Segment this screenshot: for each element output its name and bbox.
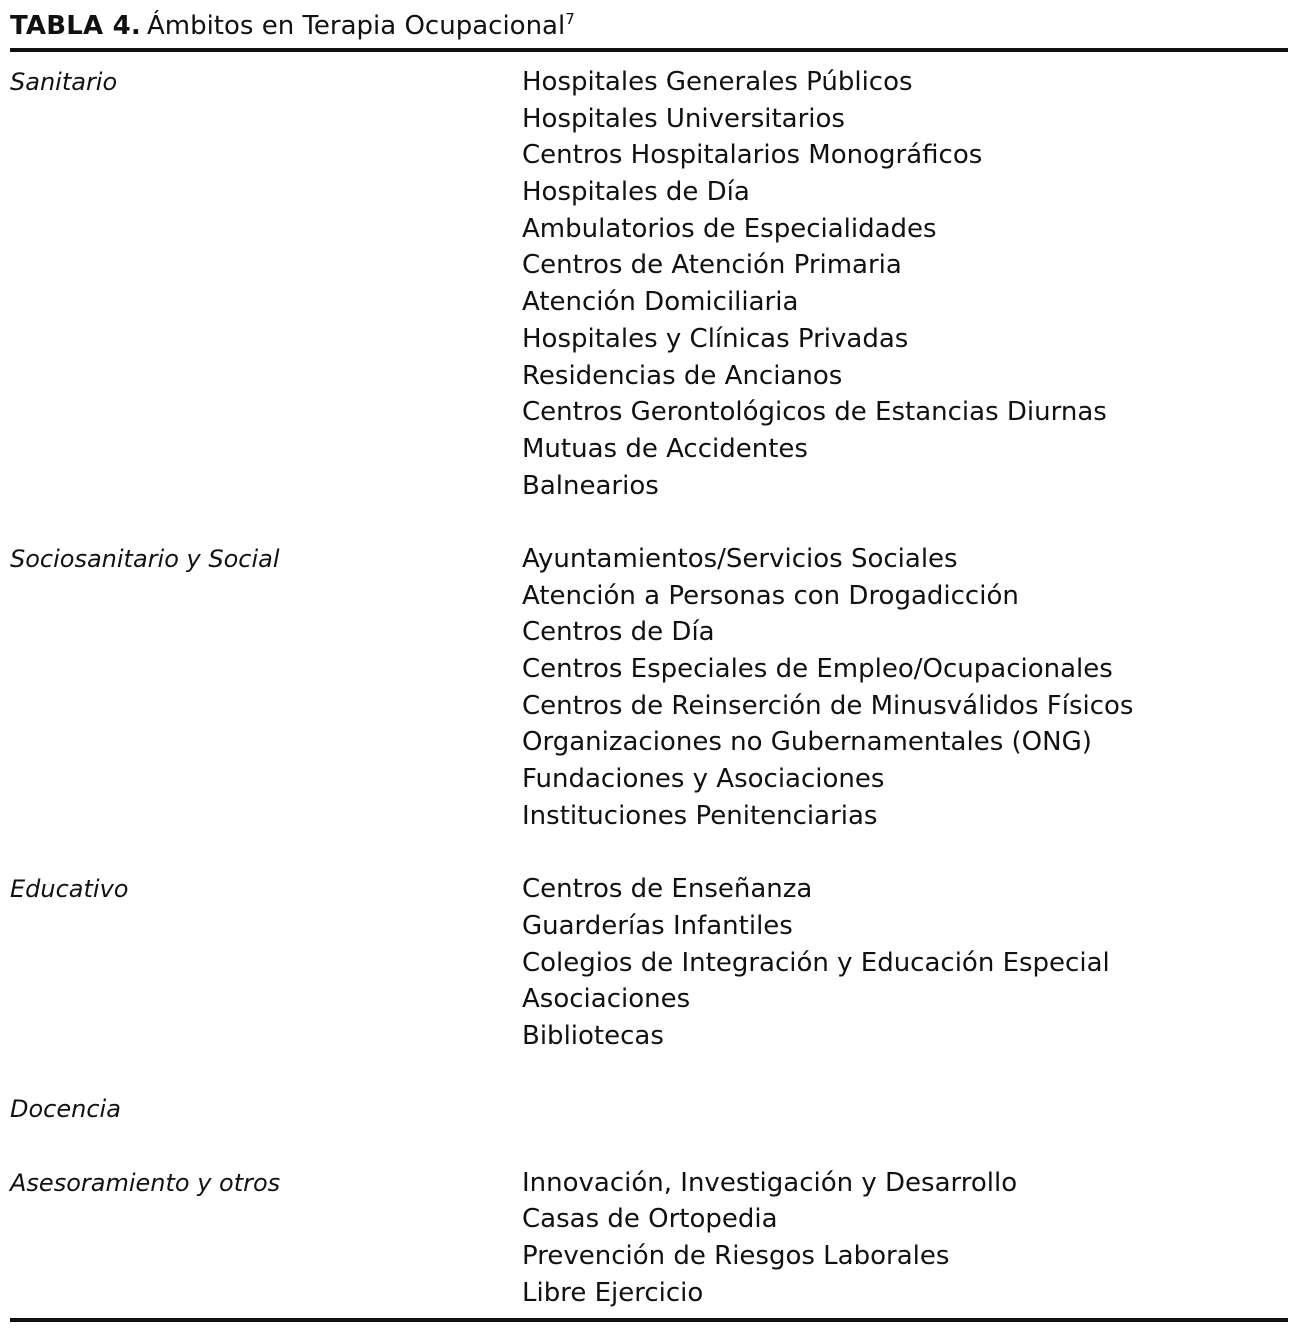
items-cell xyxy=(522,541,1288,835)
row-spacer xyxy=(10,1055,1288,1092)
table-row xyxy=(10,871,1288,1054)
list-item: Mutuas de Accidentes xyxy=(522,433,808,464)
list-item: Prevención de Riesgos Laborales xyxy=(522,1241,950,1271)
list-item: Atención a Personas con Drogadicción xyxy=(522,580,1019,611)
items-cell xyxy=(522,871,1288,1054)
list-item: Asociaciones xyxy=(522,984,691,1015)
list-item: Organizaciones no Gubernamentales (ONG) xyxy=(522,727,1092,758)
list-item: Hospitales Universitarios xyxy=(522,103,845,134)
list-item: Instituciones Penitenciarias xyxy=(522,800,878,831)
list-item: Colegios de Integración y Educación Especial xyxy=(522,947,1110,978)
list-item: Atención Domiciliaria xyxy=(522,287,799,318)
list-item: Centros de Atención Primaria xyxy=(522,250,902,281)
table-row xyxy=(10,1165,1288,1312)
table-label: TABLA 4. xyxy=(10,11,141,41)
list-item: Ayuntamientos/Servicios Sociales xyxy=(522,543,958,574)
list-item: Centros Especiales de Empleo/Ocupacionales xyxy=(522,654,1113,684)
items-cell xyxy=(522,1091,1288,1128)
row-spacer xyxy=(10,504,1288,541)
list-item: Fundaciones y Asociaciones xyxy=(522,764,885,795)
category-cell: Docencia xyxy=(10,1095,121,1124)
items-cell xyxy=(522,64,1288,504)
category-cell: Educativo xyxy=(10,875,129,904)
category-cell: Asesoramiento y otros xyxy=(10,1168,281,1197)
bottom-rule xyxy=(10,1318,1288,1322)
table-page xyxy=(10,0,1288,1331)
table-row xyxy=(10,1091,1288,1128)
list-item: Centros de Día xyxy=(522,617,715,648)
table-body xyxy=(10,64,1288,1311)
list-item: Centros Gerontológicos de Estancias Diurnas xyxy=(522,397,1107,428)
table-row xyxy=(10,541,1288,835)
list-item: Bibliotecas xyxy=(522,1020,664,1051)
row-spacer xyxy=(10,1128,1288,1165)
list-item: Guarderías Infantiles xyxy=(522,910,793,941)
list-item: Balnearios xyxy=(522,470,659,501)
items-cell xyxy=(522,1165,1288,1312)
category-cell: Sanitario xyxy=(10,68,118,96)
list-item: Residencias de Ancianos xyxy=(522,360,843,391)
footnote-reference: 7 xyxy=(565,10,575,28)
top-rule xyxy=(10,48,1288,52)
list-item: Hospitales Generales Públicos xyxy=(522,67,913,97)
list-item: Centros Hospitalarios Monográficos xyxy=(522,140,983,171)
list-item: Hospitales y Clínicas Privadas xyxy=(522,323,909,354)
list-item: Ambulatorios de Especialidades xyxy=(522,213,937,244)
table-title: Ámbitos en Terapia Ocupacional xyxy=(146,11,566,41)
table-row xyxy=(10,64,1288,504)
category-cell: Sociosanitario y Social xyxy=(10,544,280,573)
list-item: Innovación, Investigación y Desarrollo xyxy=(522,1167,1018,1198)
list-item: Libre Ejercicio xyxy=(522,1277,704,1308)
list-item: Hospitales de Día xyxy=(522,177,750,208)
list-item: Centros de Reinserción de Minusválidos Físicos xyxy=(522,690,1134,721)
row-spacer xyxy=(10,834,1288,871)
list-item: Casas de Ortopedia xyxy=(522,1204,778,1235)
list-item: Centros de Enseñanza xyxy=(522,874,813,905)
table-caption xyxy=(10,8,575,44)
